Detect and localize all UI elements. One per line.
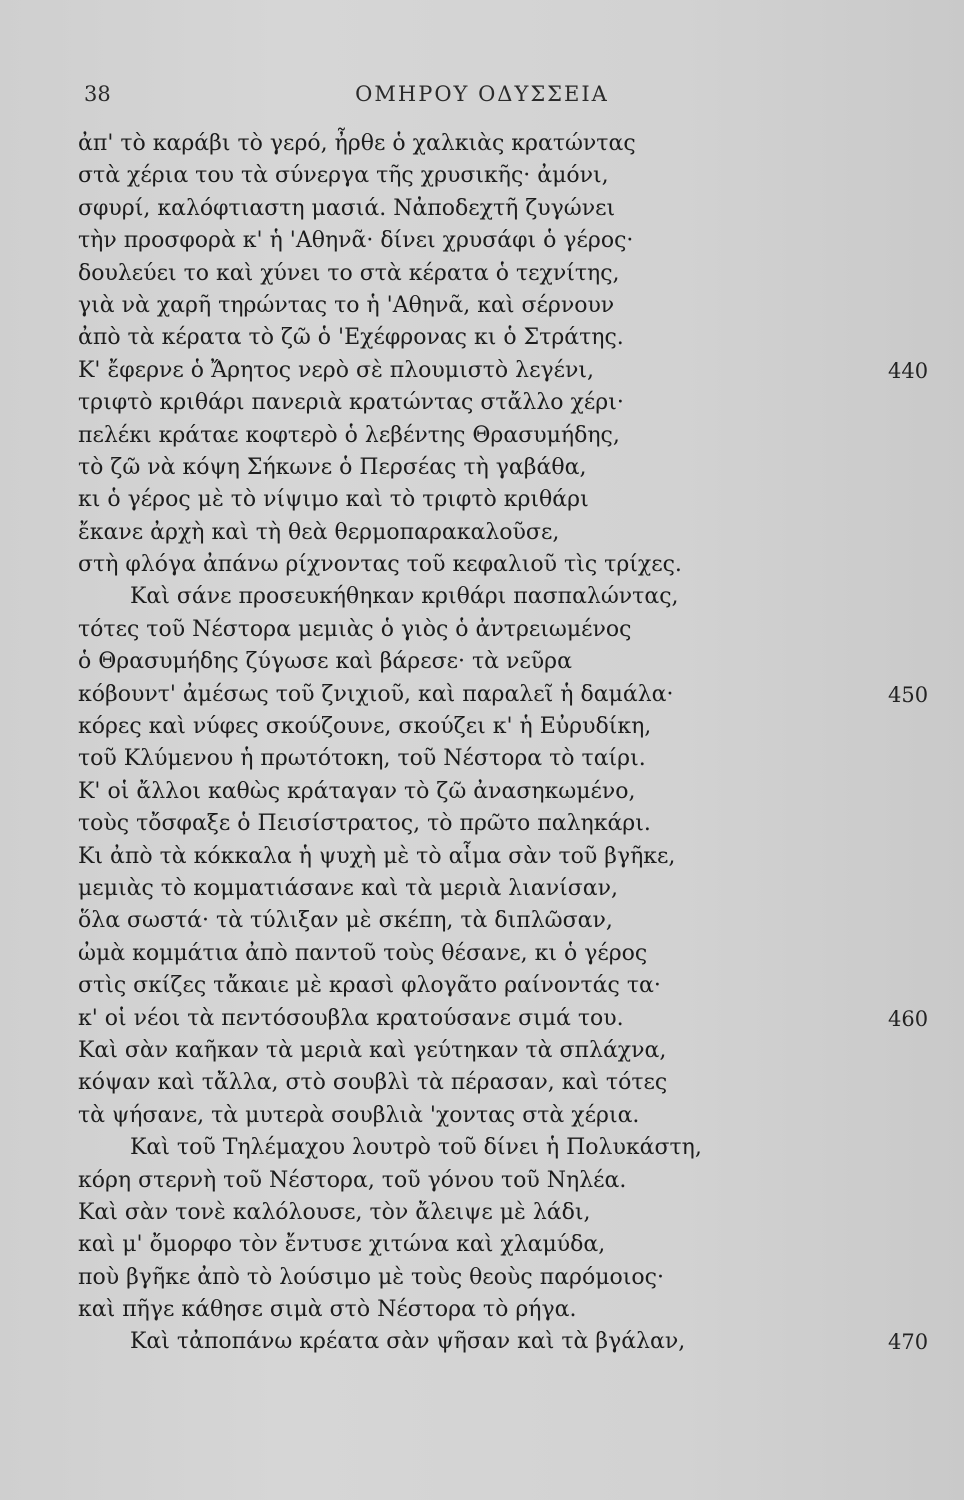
verse-text: καὶ μ' ὄμορφο τὸν ἔντυσε χιτώνα καὶ χλαμύδα,	[78, 1232, 606, 1258]
verse-line	[78, 743, 898, 775]
verse-line	[78, 776, 898, 808]
verse-text: δουλεύει το καὶ χύνει το στὰ κέρατα ὁ τεχνίτης,	[78, 260, 620, 286]
verse-line	[78, 517, 898, 549]
verse-line	[78, 808, 898, 840]
verse-line	[78, 873, 898, 905]
verse-text: ἀπὸ τὰ κέρατα τὸ ζῶ ὁ 'Εχέφρονας κι ὁ Στράτης.	[78, 325, 624, 351]
verse-text: τοὺς τὄσφαξε ὁ Πεισίστρατος, τὸ πρῶτο παληκάρι.	[78, 811, 651, 837]
running-title: ΟΜΗΡΟΥ ΟΔΥΣΣΕΙΑ	[355, 82, 609, 106]
verse-text: κ' οἱ νέοι τὰ πεντόσουβλα κρατούσανε σιμά του.	[78, 1005, 624, 1031]
verse-text: στὶς σκίζες τἄκαιε μὲ κρασὶ φλογᾶτο ραίνοντάς τα·	[78, 973, 661, 999]
verse-line	[78, 581, 898, 613]
verse-text: τότες τοῦ Νέστορα μεμιὰς ὁ γιὸς ὁ ἀντρειωμένος	[78, 616, 632, 642]
page-header	[0, 72, 964, 116]
verse-line	[78, 452, 898, 484]
verse-line	[78, 258, 898, 290]
verse-text: ὠμὰ κομμάτια ἀπὸ παντοῦ τοὺς θέσανε, κι ὁ γέρος	[78, 940, 648, 966]
verse-line	[78, 1294, 898, 1326]
verse-line	[78, 1132, 898, 1164]
verse-line	[78, 1067, 898, 1099]
verse-text: Καὶ σάνε προσευκήθηκαν κριθάρι πασπαλώντας,	[130, 584, 679, 610]
verse-line	[78, 1100, 898, 1132]
line-number: 460	[888, 1006, 929, 1031]
verse-text: κόρη στερνὴ τοῦ Νέστορα, τοῦ γόνου τοῦ Νηλέα.	[78, 1167, 627, 1193]
verse-line	[78, 938, 898, 970]
verse-line	[78, 193, 898, 225]
verse-line	[78, 322, 898, 354]
verse-text: στὰ χέρια του τὰ σύνεργα τῆς χρυσικῆς· ἀμόνι,	[78, 163, 609, 189]
verse-text: κόρες καὶ νύφες σκούζουνε, σκούζει κ' ἡ Εὐρυδίκη,	[78, 714, 652, 740]
verse-line	[78, 1197, 898, 1229]
verse-line	[78, 711, 898, 743]
verse-text: στὴ φλόγα ἀπάνω ρίχνοντας τοῦ κεφαλιοῦ τὶς τρίχες.	[78, 552, 682, 578]
verse-line	[78, 1326, 929, 1358]
line-number: 440	[888, 358, 929, 383]
verse-text: σφυρί, καλόφτιαστη μασιά. Νἀποδεχτῆ ζυγώνει	[78, 195, 616, 221]
verse-line	[78, 841, 898, 873]
verse-text: τὰ ψήσανε, τὰ μυτερὰ σουβλιὰ 'χοντας στὰ χέρια.	[78, 1102, 640, 1128]
verse-text: τὸ ζῶ νὰ κόψη Σήκωνε ὁ Περσέας τὴ γαβάθα,	[78, 454, 587, 480]
verse-line	[78, 1035, 898, 1067]
verse-line	[78, 1262, 898, 1294]
page-number: 38	[84, 82, 111, 106]
verse-text: ὁ Θρασυμήδης ζύγωσε καὶ βάρεσε· τὰ νεῦρα	[78, 649, 572, 675]
verse-line	[78, 225, 898, 257]
verse-text: καὶ πῆγε κάθησε σιμὰ στὸ Νέστορα τὸ ρήγα.	[78, 1297, 577, 1323]
verse-text: τὴν προσφορὰ κ' ἡ 'Αθηνᾶ· δίνει χρυσάφι ὁ γέρος·	[78, 228, 634, 254]
verse-line	[78, 420, 898, 452]
verse-text: ποὺ βγῆκε ἀπὸ τὸ λούσιμο μὲ τοὺς θεοὺς παρόμοιος·	[78, 1264, 664, 1290]
verse-text: πελέκι κράταε κοφτερὸ ὁ λεβέντης Θρασυμήδης,	[78, 422, 620, 448]
verse-line	[78, 484, 898, 516]
verse-line	[78, 290, 898, 322]
verse-line	[78, 387, 898, 419]
verse-line	[78, 1165, 898, 1197]
verse-text: ἀπ' τὸ καράβι τὸ γερό, ἦρθε ὁ χαλκιὰς κρατώντας	[78, 131, 636, 156]
line-number: 470	[888, 1330, 929, 1355]
verse-line	[78, 128, 898, 160]
verse-text: μεμιὰς τὸ κομματιάσανε καὶ τὰ μεριὰ λιανίσαν,	[78, 875, 618, 901]
verse-text: κόβουντ' ἀμέσως τοῦ ζνιχιοῦ, καὶ παραλεῖ ἡ δαμάλα·	[78, 681, 674, 707]
verse-text: τοῦ Κλύμενου ἡ πρωτότοκη, τοῦ Νέστορα τὸ ταίρι.	[78, 746, 646, 772]
verse-text: Κ' οἱ ἄλλοι καθὼς κράταγαν τὸ ζῶ ἀνασηκωμένο,	[78, 778, 636, 804]
verse-line	[78, 160, 898, 192]
verse-line	[78, 905, 898, 937]
verse-line	[78, 1003, 929, 1035]
verse-line	[78, 970, 898, 1002]
verse-text: Καὶ τἀποπάνω κρέατα σὰν ψῆσαν καὶ τὰ βγάλαν,	[130, 1329, 686, 1355]
verse-text: Καὶ σὰν καῆκαν τὰ μεριὰ καὶ γεύτηκαν τὰ σπλάχνα,	[78, 1037, 667, 1063]
verse-text: γιὰ νὰ χαρῆ τηρώντας το ἡ 'Αθηνᾶ, καὶ σέρνουν	[78, 292, 615, 318]
verse-text: Κ' ἔφερνε ὁ Ἄρητος νερὸ σὲ πλουμιστὸ λεγένι,	[78, 357, 595, 383]
verse-text: ἔκανε ἀρχὴ καὶ τὴ θεὰ θερμοπαρακαλοῦσε,	[78, 519, 560, 545]
poem-text	[78, 128, 929, 1359]
verse-text: κι ὁ γέρος μὲ τὸ νίψιμο καὶ τὸ τριφτὸ κριθάρι	[78, 487, 589, 513]
verse-line	[78, 679, 929, 711]
verse-line	[78, 549, 898, 581]
verse-text: Καὶ τοῦ Τηλέμαχου λουτρὸ τοῦ δίνει ἡ Πολυκάστη,	[130, 1135, 702, 1161]
verse-text: Κι ἀπὸ τὰ κόκκαλα ἡ ψυχὴ μὲ τὸ αἷμα σὰν τοῦ βγῆκε,	[78, 843, 676, 869]
verse-text: τριφτὸ κριθάρι πανεριὰ κρατώντας στἄλλο χέρι·	[78, 390, 624, 416]
verse-line	[78, 1229, 898, 1261]
verse-text: ὅλα σωστά· τὰ τύλιξαν μὲ σκέπη, τὰ διπλῶσαν,	[78, 908, 613, 934]
verse-text: κόψαν καὶ τἄλλα, στὸ σουβλὶ τὰ πέρασαν, καὶ τότες	[78, 1070, 668, 1096]
verse-text: Καὶ σὰν τονὲ καλόλουσε, τὸν ἄλειψε μὲ λάδι,	[78, 1199, 591, 1225]
verse-line	[78, 355, 929, 387]
verse-line	[78, 646, 898, 678]
line-number: 450	[888, 682, 929, 707]
verse-line	[78, 614, 898, 646]
